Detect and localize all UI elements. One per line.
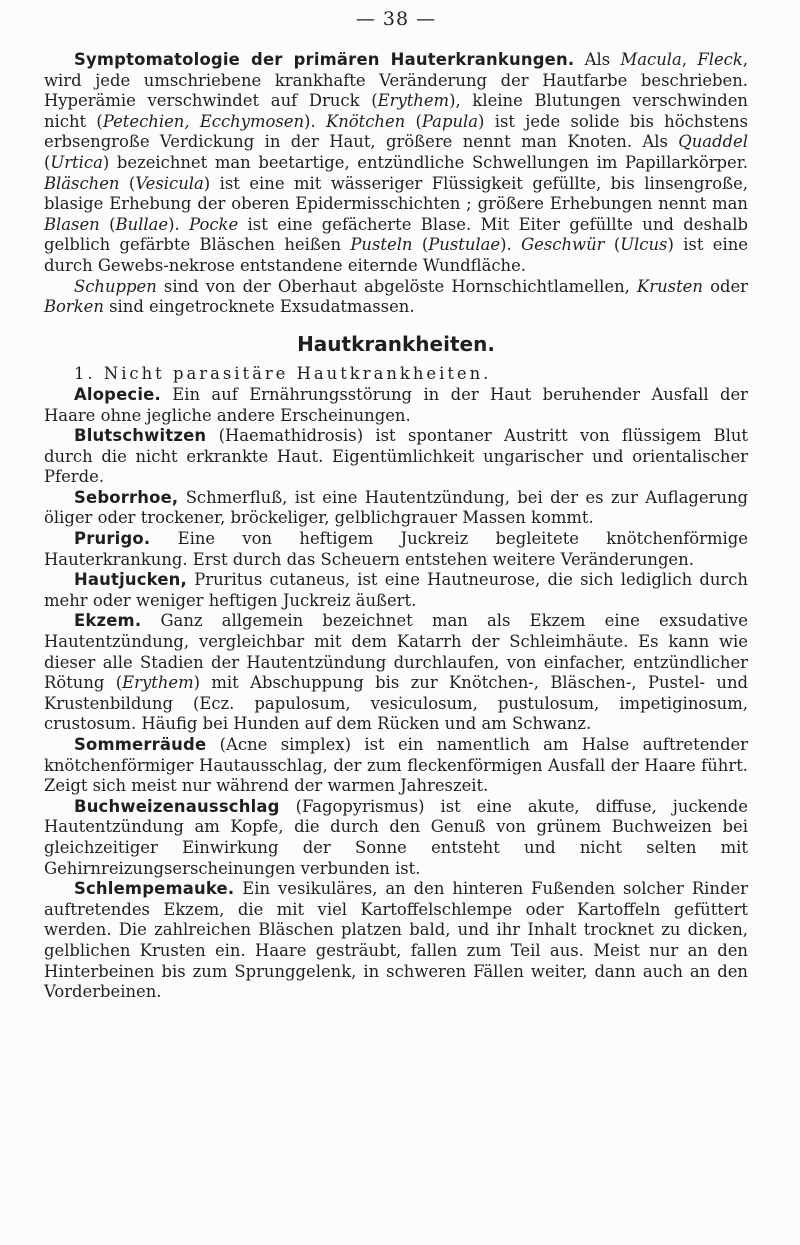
term: Macula [620, 50, 682, 69]
text-run: , wird jede umschriebene krankhafte Veränderung der Hautfarbe beschrieben. Hyperämie verschwindet auf Druck ( [44, 50, 748, 111]
entry-text: Ein vesikuläres, an den hinteren Fußenden solcher Rinder auftretendes Ekzem, die mit viel Kartoffelschlempe oder Kartoffeln gefüttert werden. Die zahlreichen Bläschen platzen bald, und ihr Inhalt trocknet zu dicken, gelblichen Krusten ein. Haare gesträubt, fallen zum Teil aus. Meist nur an den Hinterbeinen bis zum Sprunggelenk, in schweren Fällen weiter, dann auch an den Vorderbeinen. [44, 879, 748, 1002]
entry-hautjucken [44, 570, 748, 611]
term: Schuppen [74, 276, 157, 296]
entry-lead: Seborrhoe, [74, 487, 179, 507]
text-run: sind von der Oberhaut abgelöste Hornschichtlamellen, [156, 276, 638, 296]
entry-lead: Hautjucken, [74, 570, 187, 590]
text-run: ( [119, 173, 136, 193]
paragraph-primary-lesions [44, 50, 748, 277]
entry-text: Ein auf Ernährungsstörung in der Haut beruhender Ausfall der Haare ohne jegliche andere Erscheinungen. [44, 384, 748, 425]
entry-alopecie [44, 385, 748, 426]
text-run: sind eingetrocknete Exsudatmassen. [103, 297, 415, 317]
text-run: ), kleine Blutungen verschwinden nicht ( [44, 91, 748, 131]
text-run: ) ist jede solide bis höchstens erbsengroße Verdickung in der Haut, größere nennt man Knoten. Als [44, 111, 749, 152]
term: Pustulae [428, 235, 501, 255]
entry-text: Ganz allgemein bezeichnet man als Ekzem eine exsudative Hautentzündung, vergleichbar mit dem Katarrh der Schleimhäute. Es kann wie dieser alle Stadien der Hautentzündung durchlaufen, von einfacher, entzündlicher Rötung ( [44, 611, 748, 693]
entry-text: Pruritus cutaneus, ist eine Hautneurose, die sich lediglich durch mehr oder weniger heftigen Juckreiz äußert. [44, 570, 748, 610]
text-run: ) bezeichnet man beetartige, entzündliche Schwellungen im Papillarkörper. [102, 152, 748, 172]
entry-seborrhoe [44, 488, 748, 529]
entry-text: (Fagopyrismus) ist eine akute, diffuse, juckende Hautentzündung am Kopfe, die durch den Genuß von grünem Buchweizen bei gleichzeitiger Einwirkung der Sonne entsteht und nicht selten mit Gehirnreizungserscheinungen verbunden ist. [44, 796, 748, 878]
term: Borken [44, 297, 104, 317]
section-heading: Hautkrankheiten. [297, 331, 495, 356]
entry-schlempemauke [44, 879, 748, 1003]
page-number: — 38 — [355, 8, 437, 30]
term: Geschwür [521, 235, 605, 255]
term: Erythem [122, 673, 194, 693]
term: Fleck [697, 50, 743, 69]
entry-text: Eine von heftigem Juckreiz begleitete knötchenförmige Hauterkrankung. Erst durch das Scheuern entstehen weitere Veränderungen. [44, 529, 748, 569]
term: Pusteln [350, 235, 413, 255]
text-run: ( [44, 152, 51, 172]
entry-lead: Ekzem. [74, 611, 142, 631]
text-run: ist eine gefächerte Blase. Mit Eiter gefüllte und deshalb gelblich gefärbte Bläschen heißen [44, 214, 748, 255]
term: Bläschen [44, 173, 120, 193]
term: Knötchen [325, 111, 406, 131]
term: Quaddel [678, 132, 748, 152]
term: Pocke [189, 214, 239, 234]
term: Bullae [115, 214, 169, 234]
term: Papula [421, 111, 479, 131]
entry-lead: Buchweizenausschlag [74, 796, 280, 816]
text-run: ). [304, 111, 326, 131]
term: Vesicula [135, 173, 204, 193]
entry-lead: Sommerräude [74, 735, 207, 754]
text-run: , [681, 50, 698, 69]
paragraph-lead: Symptomatologie der primären Hauterkrankungen. [74, 50, 575, 69]
entry-sommerraeude [44, 735, 748, 797]
text-run: ) ist eine durch Gewebs-nekrose entstandene eiternde Wundfläche. [44, 235, 748, 275]
text-run: ) ist eine mit wässeriger Flüssigkeit gefüllte, bis linsengroße, blasige Erhebung der oberen Epidermisschichten ; größere Erhebungen nennt man [44, 173, 748, 214]
entry-lead: Blutschwitzen [74, 426, 207, 446]
term: Petechien, Ecchymosen [102, 111, 305, 131]
entry-lead: Alopecie. [74, 384, 161, 404]
entry-text: Schmerfluß, ist eine Hautentzündung, bei der es zur Auflagerung öliger oder trockener, bröckeliger, gelblichgrauer Massen kommt. [44, 487, 748, 528]
term: Blasen [44, 214, 100, 234]
entry-text: ) mit Abschuppung bis zur Knötchen-, Bläschen-, Pustel- und Krustenbildung (Ecz. papulosum, vesiculosum, pustulosum, impetiginosum, crustosum. Häufig bei Hunden auf dem Rücken und am Schwanz. [44, 673, 748, 734]
entry-ekzem [44, 611, 748, 735]
text-run: ). [500, 235, 522, 255]
term: Urtica [50, 152, 103, 172]
entry-prurigo [44, 529, 748, 570]
paragraph-scales-crusts [44, 277, 748, 318]
body-text [44, 50, 748, 1003]
entry-lead: Prurigo. [74, 529, 151, 549]
entry-text: (Haemathidrosis) ist spontaner Austritt von flüssigem Blut durch die nicht erkrankte Haut. Eigentümlichkeit ungarischer und orientalischer Pferde. [44, 426, 748, 487]
text-run: oder [702, 276, 748, 296]
term: Erythem [377, 91, 450, 111]
text-run: Als [574, 50, 621, 69]
entry-buchweizenausschlag [44, 797, 748, 879]
text-run: ( [412, 235, 429, 255]
entry-text: (Acne simplex) ist ein namentlich am Halse auftretender knötchenförmiger Hautausschlag, der zum fleckenförmigen Ausfall der Haare führt. Zeigt sich meist nur während der warmen Jahreszeit. [44, 735, 748, 796]
entry-lead: Schlempemauke. [74, 879, 235, 899]
entry-blutschwitzen [44, 426, 748, 488]
text-run: ( [99, 214, 116, 234]
text-run: ). [168, 214, 190, 234]
text-run: ( [604, 235, 621, 255]
subsection-heading: 1. Nicht parasitäre Hautkrankheiten. [74, 364, 492, 384]
term: Krusten [637, 276, 703, 296]
text-run: ( [405, 111, 422, 131]
term: Ulcus [620, 235, 668, 255]
